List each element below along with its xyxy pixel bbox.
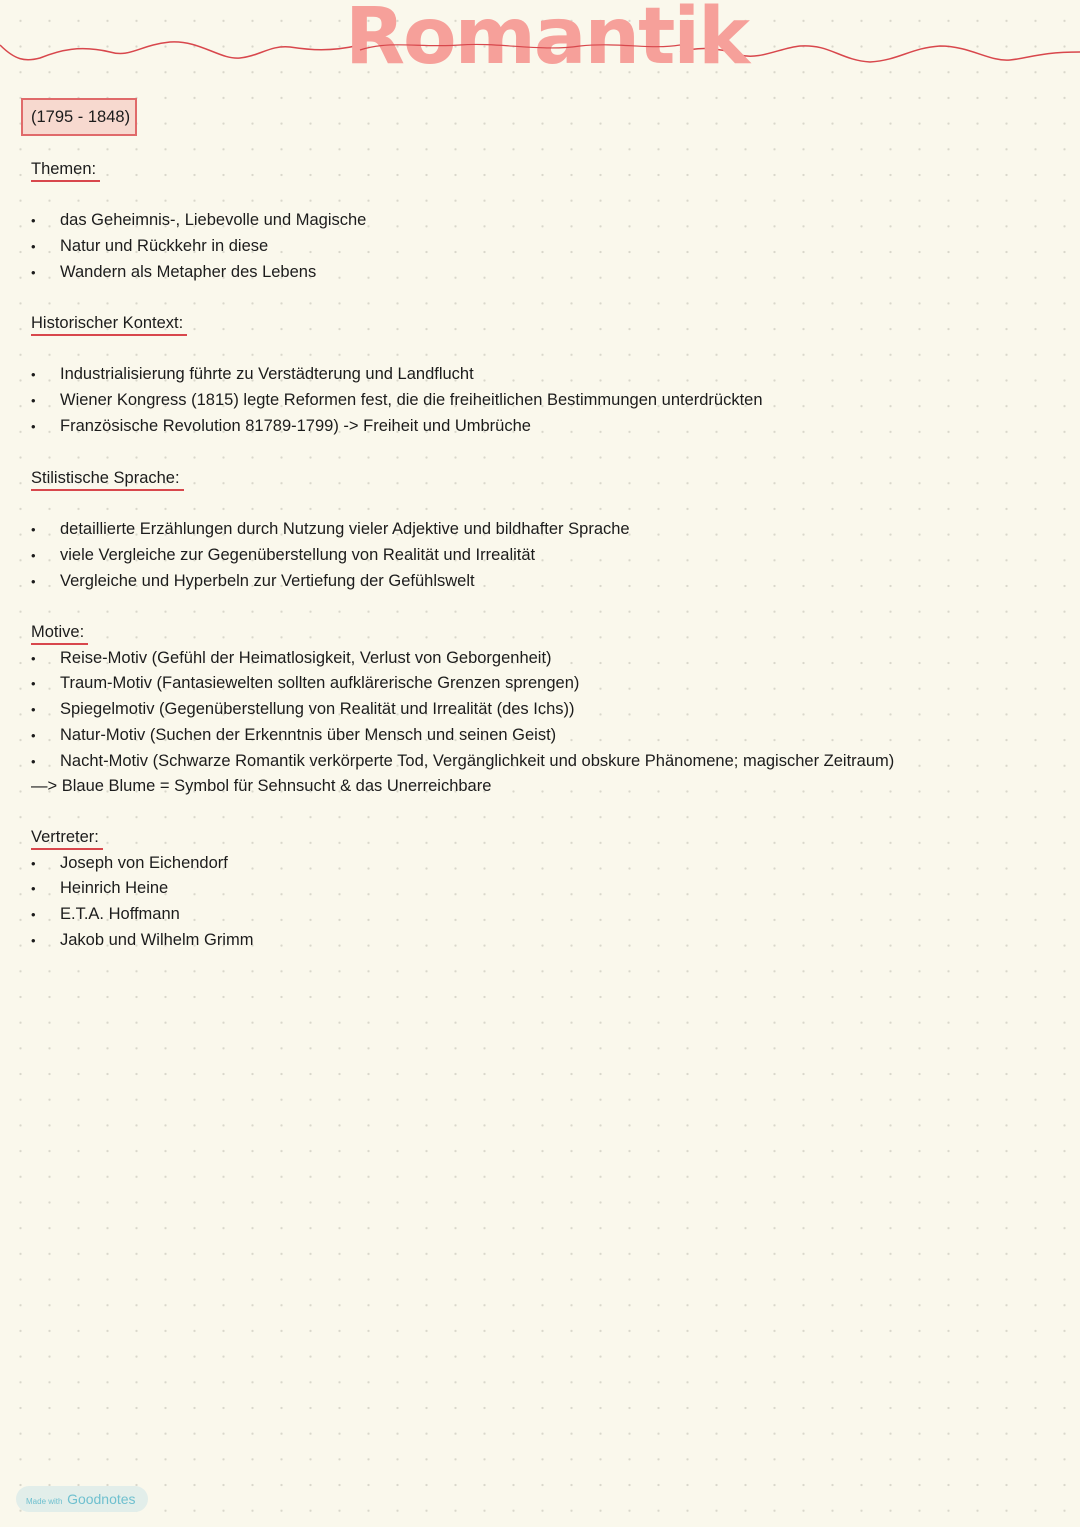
title-header <box>0 0 1080 90</box>
section-heading: Historischer Kontext: <box>31 312 187 336</box>
badge-made-with: Made with <box>26 1497 63 1506</box>
period-box: (1795 - 1848) <box>21 98 137 136</box>
list-item: • Traum-Motiv (Fantasiewelten sollten aufklärerische Grenzen sprengen) <box>31 671 894 697</box>
script-title <box>0 0 1080 90</box>
list-item: • viele Vergleiche zur Gegenüberstellung von Realität und Irrealität <box>31 543 630 569</box>
list-item: • Natur-Motiv (Suchen der Erkenntnis über Mensch und seinen Geist) <box>31 723 894 749</box>
list-item: • Jakob und Wilhelm Grimm <box>31 928 253 954</box>
badge-brand: Goodnotes <box>67 1491 136 1507</box>
section-historischer-kontext <box>31 311 763 440</box>
list-item: • Joseph von Eichendorf <box>31 851 253 877</box>
goodnotes-badge <box>16 1486 148 1512</box>
list-item: • Vergleiche und Hyperbeln zur Vertiefung der Gefühlswelt <box>31 569 630 595</box>
list-item: • Natur und Rückkehr in diese <box>31 234 366 260</box>
section-motive <box>31 620 894 800</box>
list-item: • Heinrich Heine <box>31 876 253 902</box>
list-item: • Wiener Kongress (1815) legte Reformen fest, die die freiheitlichen Bestimmungen unterdrückten <box>31 388 763 414</box>
section-heading: Vertreter: <box>31 826 103 850</box>
list-item: • Reise-Motiv (Gefühl der Heimatlosigkeit, Verlust von Geborgenheit) <box>31 646 894 672</box>
section-vertreter <box>31 825 253 954</box>
list-item: • Französische Revolution 81789-1799) -> Freiheit und Umbrüche <box>31 414 763 440</box>
blue-flower-note: —> Blaue Blume = Symbol für Sehnsucht & das Unerreichbare <box>31 777 492 796</box>
list-item: • Wandern als Metapher des Lebens <box>31 260 366 286</box>
section-heading: Themen: <box>31 158 100 182</box>
section-heading: Motive: <box>31 621 88 645</box>
list-item: • E.T.A. Hoffmann <box>31 902 253 928</box>
section-stilistische-sprache <box>31 466 630 595</box>
section-heading: Stilistische Sprache: <box>31 467 184 491</box>
list-item: • Industrialisierung führte zu Verstädterung und Landflucht <box>31 362 763 388</box>
section-themen <box>31 157 366 286</box>
list-item: • Nacht-Motiv (Schwarze Romantik verkörperte Tod, Vergänglichkeit und obskure Phänomene; magischer Zeitraum) <box>31 749 894 775</box>
list-item: • detaillierte Erzählungen durch Nutzung vieler Adjektive und bildhafter Sprache <box>31 517 630 543</box>
list-item: • Spiegelmotiv (Gegenüberstellung von Realität und Irrealität (des Ichs)) <box>31 697 894 723</box>
list-item: • das Geheimnis-, Liebevolle und Magische <box>31 208 366 234</box>
page-title: Romantik <box>345 0 748 82</box>
